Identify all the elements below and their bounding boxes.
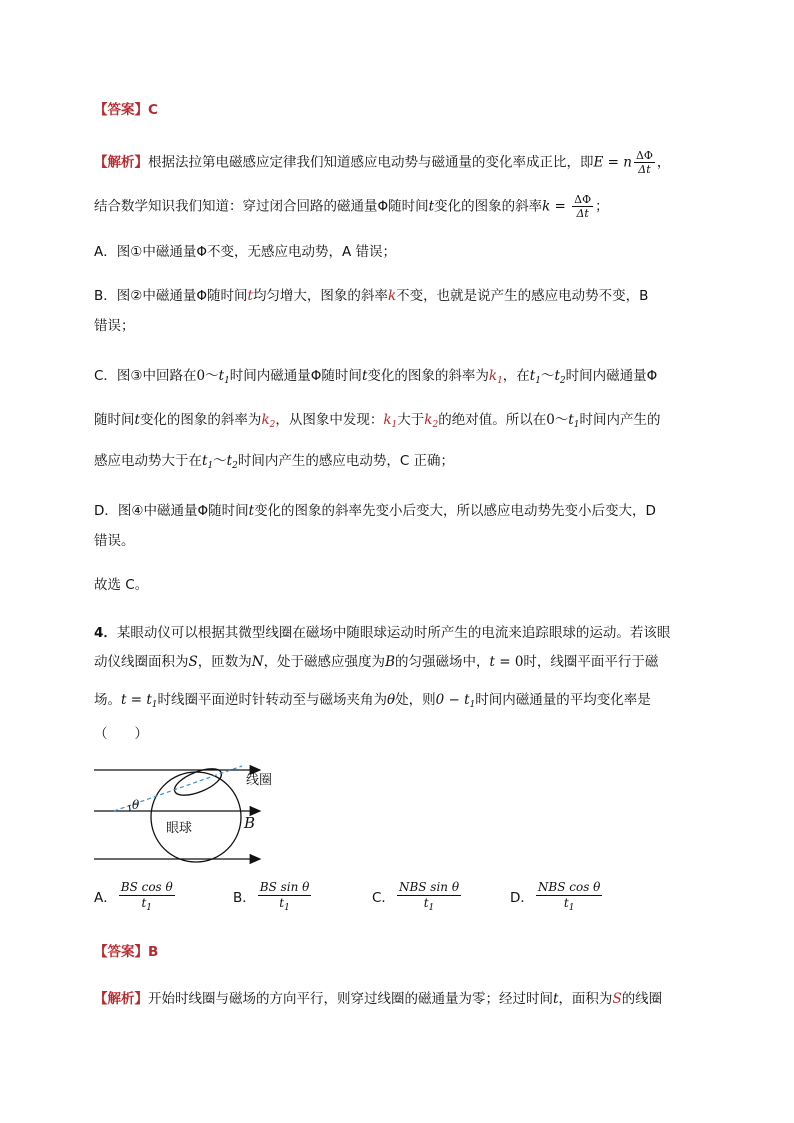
question-text: ，处于磁感应强度为 bbox=[263, 654, 386, 670]
var-t: t bbox=[428, 198, 435, 215]
zero: 0 bbox=[196, 368, 206, 384]
fraction-dphi-dt bbox=[634, 149, 655, 176]
option-c[interactable] bbox=[372, 880, 463, 916]
subscript-1: 1 bbox=[469, 700, 476, 710]
var-t: t bbox=[553, 991, 559, 1007]
analysis-text: 开始时线圈与磁场的方向平行，则穿过线圈的磁通量为零；经过时间 bbox=[148, 991, 553, 1007]
answer-value: B bbox=[148, 944, 159, 960]
answer-label: 【答案】 bbox=[94, 944, 148, 960]
formula-e: E bbox=[593, 154, 604, 171]
formula-eq-n: = n bbox=[603, 154, 632, 171]
fraction-denominator: Δt bbox=[638, 163, 651, 176]
option-c-denominator bbox=[397, 896, 461, 916]
option-c-text: 的绝对值。所以在 bbox=[438, 412, 547, 428]
option-b-label: B． bbox=[233, 890, 256, 906]
analysis-1-line-1 bbox=[94, 149, 700, 176]
option-c-analysis-line-3 bbox=[94, 451, 700, 476]
var-t: t bbox=[489, 654, 495, 670]
option-c-text: ，从图象中发现： bbox=[275, 412, 384, 428]
answer-value: C bbox=[148, 102, 158, 118]
option-c-analysis-line-1 bbox=[94, 366, 700, 391]
option-d-text: 错误。 bbox=[94, 533, 135, 549]
option-c-text: 变化的图象的斜率为 bbox=[139, 412, 262, 428]
analysis-text: 结合数学知识我们知道：穿过闭合回路的磁通量Φ随时间 bbox=[94, 198, 429, 215]
formula-eq: = bbox=[550, 198, 571, 215]
question-4-line-3 bbox=[94, 690, 700, 715]
analysis-label: 【解析】 bbox=[94, 154, 148, 171]
eyeball-circle bbox=[151, 772, 241, 862]
subscript-1: 1 bbox=[573, 420, 580, 430]
option-d-denominator bbox=[536, 896, 603, 916]
tilde: ～ bbox=[205, 368, 219, 384]
question-4-line-2 bbox=[94, 652, 700, 672]
option-b-fraction bbox=[258, 880, 312, 916]
coil-ellipse bbox=[171, 763, 225, 800]
option-a-text: A．图①中磁通量Φ不变，无感应电动势，A 错误； bbox=[94, 244, 396, 260]
question-text: ，匝数为 bbox=[197, 654, 252, 670]
question-text: 的匀强磁场中， bbox=[394, 654, 490, 670]
option-c-text: C．图③中回路在 bbox=[94, 368, 197, 384]
line-end: ， bbox=[656, 154, 671, 171]
option-a-label: A． bbox=[94, 890, 117, 906]
fraction-numerator: ΔΦ bbox=[574, 193, 592, 206]
denominator-sub: 1 bbox=[568, 903, 575, 913]
option-d-text: D．图④中磁通量Φ随时间 bbox=[94, 503, 249, 519]
option-b-text: 不变，也就是说产生的感应电动势不变，B bbox=[396, 288, 649, 304]
question-4-line-1 bbox=[94, 623, 700, 643]
option-a-fraction bbox=[119, 880, 175, 916]
option-c-text: 随时间 bbox=[94, 412, 135, 428]
var-t: t bbox=[248, 503, 255, 519]
subscript-1: 1 bbox=[224, 376, 230, 386]
var-s: S bbox=[188, 654, 198, 670]
eyeball-label: 眼球 bbox=[166, 821, 193, 836]
var-t: t bbox=[529, 368, 536, 384]
subscript-1: 1 bbox=[391, 420, 398, 430]
analysis-1-line-2 bbox=[94, 193, 700, 220]
coil-label: 线圈 bbox=[246, 773, 273, 788]
answer-label: 【答案】 bbox=[94, 102, 148, 118]
option-b[interactable] bbox=[233, 880, 313, 916]
question-text: 时，线圈平面平行于磁 bbox=[523, 654, 659, 670]
question-number: 4． bbox=[94, 625, 117, 641]
subscript-1: 1 bbox=[151, 700, 158, 710]
var-t: t bbox=[568, 412, 574, 428]
subscript-1: 1 bbox=[207, 461, 214, 471]
denominator-sub: 1 bbox=[428, 903, 435, 913]
denominator-sub: 1 bbox=[146, 903, 153, 913]
option-b-analysis-line-1 bbox=[94, 286, 700, 306]
subscript-1: 1 bbox=[497, 376, 503, 386]
option-d-numerator: NBS cos θ bbox=[537, 880, 601, 894]
analysis-text: 的线圈 bbox=[621, 991, 663, 1007]
var-theta: θ bbox=[387, 692, 396, 708]
var-t: t bbox=[361, 368, 368, 384]
var-b: B bbox=[385, 654, 395, 670]
denominator-t: t bbox=[141, 896, 147, 910]
subscript-1: 1 bbox=[535, 376, 541, 386]
answer-row-1 bbox=[94, 100, 700, 120]
option-d-text: 变化的图象的斜率先变小后变大，所以感应电动势先变小后变大，D bbox=[254, 503, 656, 519]
option-b-analysis-line-2 bbox=[94, 316, 700, 336]
option-b-numerator: BS sin θ bbox=[259, 880, 310, 894]
analysis-text: ，面积为 bbox=[558, 991, 613, 1007]
var-t: t bbox=[202, 453, 208, 469]
option-b-text: 均匀增大，图象的斜率 bbox=[252, 288, 388, 304]
option-d-label: D． bbox=[510, 890, 534, 906]
option-c-text: 时间内磁通量Φ随时间 bbox=[229, 368, 362, 384]
option-c-text: 感应电动势大于在 bbox=[94, 453, 202, 469]
option-c-label: C． bbox=[372, 890, 395, 906]
option-a-numerator: BS cos θ bbox=[120, 880, 173, 894]
option-d-fraction bbox=[536, 880, 603, 916]
option-c-fraction bbox=[397, 880, 461, 916]
option-c-analysis-line-2 bbox=[94, 410, 700, 435]
zero: 0 bbox=[546, 412, 555, 428]
eyeball-coil-diagram bbox=[94, 760, 294, 870]
option-c-text: ，在 bbox=[502, 368, 530, 384]
fraction-denominator: Δt bbox=[576, 207, 589, 220]
conclusion bbox=[94, 575, 700, 595]
var-k: k bbox=[383, 412, 392, 428]
angle-label: θ bbox=[132, 798, 140, 812]
var-t: t bbox=[247, 288, 253, 304]
tilde: ～ bbox=[213, 453, 227, 469]
eq-zero: = 0 bbox=[494, 654, 524, 670]
denominator-sub: 1 bbox=[284, 903, 290, 913]
var-k: k bbox=[424, 412, 433, 428]
var-k: k bbox=[261, 412, 270, 428]
subscript-2: 2 bbox=[559, 376, 566, 386]
subscript-2: 2 bbox=[269, 420, 276, 430]
option-d-analysis-line-2 bbox=[94, 531, 700, 551]
subscript-2: 2 bbox=[432, 420, 439, 430]
denominator-t: t bbox=[423, 896, 429, 910]
question-text: 时线圈平面逆时针转动至与磁场夹角为 bbox=[157, 692, 387, 708]
option-c-numerator: NBS sin θ bbox=[398, 880, 460, 894]
denominator-t: t bbox=[563, 896, 569, 910]
question-text: 处，则 bbox=[395, 692, 436, 708]
var-t: t bbox=[218, 368, 225, 384]
option-b-denominator bbox=[258, 896, 312, 916]
question-text: 时间内磁通量的平均变化率是 bbox=[475, 692, 651, 708]
option-c-text: 时间内产生的 bbox=[579, 412, 661, 428]
conclusion-text: 故选 C。 bbox=[94, 577, 149, 593]
answer-bracket: （ ） bbox=[94, 726, 148, 742]
var-k: k bbox=[488, 368, 498, 384]
analysis-text: 变化的图象的斜率 bbox=[434, 198, 543, 215]
option-d[interactable] bbox=[510, 880, 604, 916]
question-text: 某眼动仪可以根据其微型线圈在磁场中随眼球运动时所产生的电流来追踪眼球的运动。若该眼 bbox=[116, 625, 671, 641]
option-d-analysis-line-1 bbox=[94, 501, 700, 521]
option-c-text: 大于 bbox=[397, 412, 425, 428]
option-b-text: 错误； bbox=[94, 318, 135, 334]
var-t: t bbox=[226, 453, 233, 469]
tilde: ～ bbox=[540, 368, 555, 384]
range: 0 − t bbox=[435, 692, 470, 708]
option-a-denominator bbox=[119, 896, 175, 916]
var-t: t bbox=[554, 368, 560, 384]
tilde: ～ bbox=[554, 412, 569, 428]
answer-row-2 bbox=[94, 942, 700, 962]
question-4-bracket bbox=[94, 724, 700, 744]
var-t: t bbox=[121, 692, 127, 708]
option-a[interactable] bbox=[94, 880, 177, 916]
option-b-text: B．图②中磁通量Φ随时间 bbox=[94, 288, 248, 304]
denominator-t: t bbox=[279, 896, 285, 910]
var-n: N bbox=[251, 654, 264, 670]
var-s: S bbox=[612, 991, 622, 1007]
analysis-text: 根据法拉第电磁感应定律我们知道感应电动势与磁通量的变化率成正比，即 bbox=[148, 154, 594, 171]
line-end: ； bbox=[595, 198, 609, 215]
fraction-numerator: ΔΦ bbox=[635, 149, 653, 162]
fraction-dphi-dt bbox=[572, 193, 593, 220]
question-text: 场。 bbox=[94, 692, 121, 708]
formula-k: k bbox=[542, 198, 551, 215]
subscript-2: 2 bbox=[232, 461, 238, 471]
eq-t1: = t bbox=[126, 692, 152, 708]
option-c-text: 时间内产生的感应电动势，C 正确； bbox=[237, 453, 455, 469]
option-a-analysis bbox=[94, 242, 700, 262]
analysis-2-line-1 bbox=[94, 989, 700, 1009]
option-c-text: 时间内磁通量Φ bbox=[565, 368, 658, 384]
option-c-text: 变化的图象的斜率为 bbox=[367, 368, 489, 384]
field-label: B bbox=[244, 814, 256, 832]
question-text: 动仪线圈面积为 bbox=[94, 654, 189, 670]
analysis-label: 【解析】 bbox=[94, 991, 148, 1007]
var-t: t bbox=[134, 412, 140, 428]
var-k: k bbox=[387, 288, 397, 304]
